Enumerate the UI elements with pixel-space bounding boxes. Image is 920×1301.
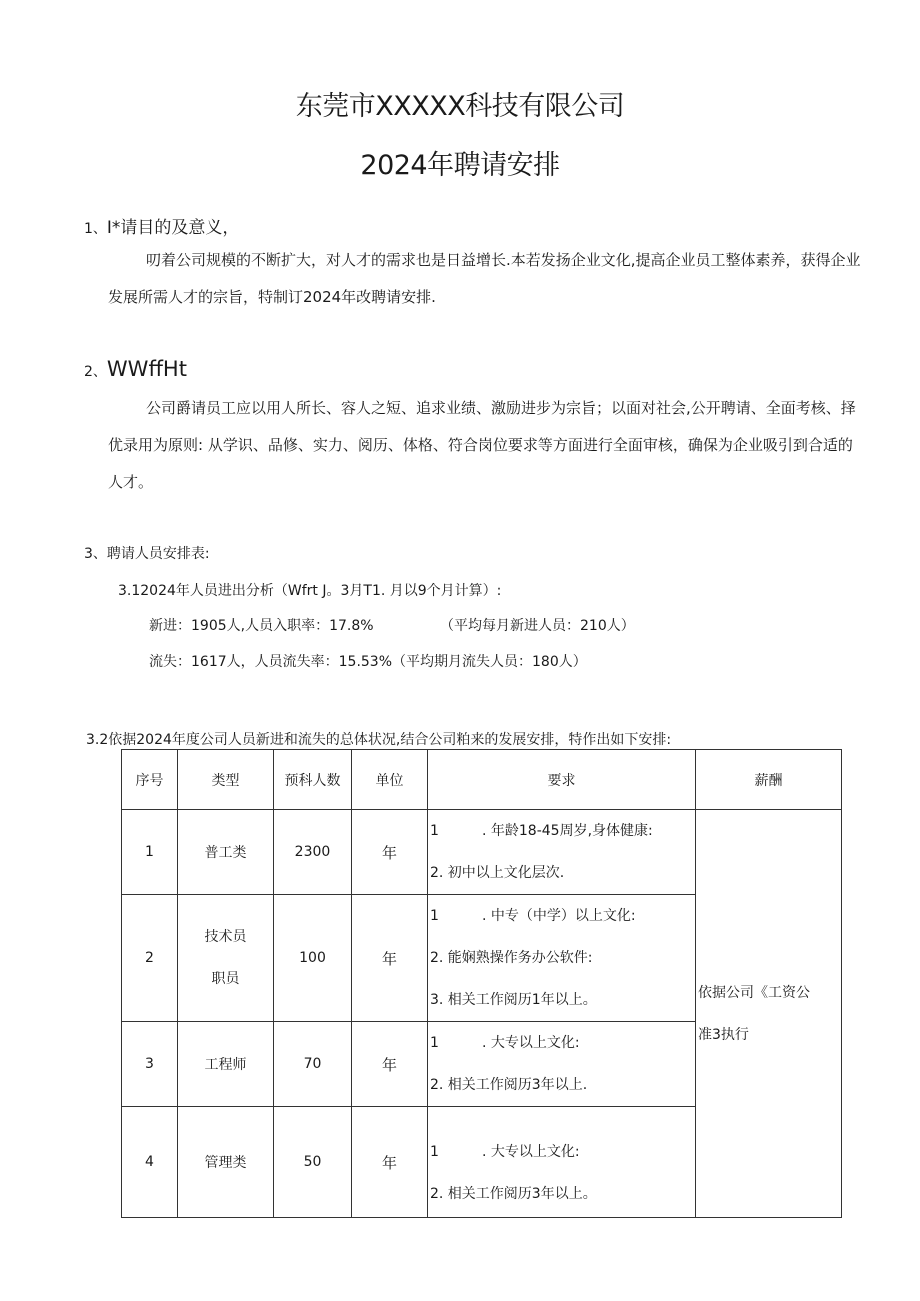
section2-heading [84, 357, 187, 381]
section1-paragraph-line2: 发展所需人才的宗旨，特制订2024年改聘请安排. [108, 288, 436, 306]
salary-cell [696, 810, 842, 1218]
row-unit: 年 [352, 1022, 428, 1107]
salary-line1: 依据公司《工资公 [698, 984, 810, 1001]
row-requirements [428, 1022, 696, 1107]
section2-paragraph-line3: 人才。 [108, 473, 154, 491]
attrition-line: 流失：1617人，人员流失率：15.53%（平均期月流失人员：180人） [149, 654, 587, 670]
section2-title: WWffHt [106, 357, 187, 381]
salary-line2: 准3执行 [698, 1026, 749, 1043]
row-no: 4 [122, 1107, 178, 1218]
header-type: 类型 [178, 750, 274, 810]
row-no: 3 [122, 1022, 178, 1107]
row-type: 工程师 [178, 1022, 274, 1107]
new-hires-average: （平均每月新进人员：210人） [440, 618, 635, 634]
section2-number: 2、 [84, 364, 107, 380]
section3-2-heading: 3.2依据2024年度公司人员新进和流失的总体状况,结合公司粕来的发展安排，特作出如下安排: [86, 732, 672, 748]
section2-paragraph-line1: 公司爵请员工应以用人所长、容人之短、追求业绩、激励进步为宗旨；以面对社会,公开聘请、全面考核、择 [146, 399, 856, 417]
requirement-line: 1 . 年龄18-45周岁,身体健康: [430, 823, 653, 839]
recruitment-plan-table [121, 749, 842, 1218]
requirement-line: 2. 能娴熟操作务办公软件: [430, 950, 593, 966]
section3-1-heading: 3.12024年人员进出分析（Wfrt J。3月T1. 月以9个月计算）: [118, 583, 502, 599]
requirement-line: 1 . 中专（中学）以上文化: [430, 908, 636, 924]
document-title: 2024年聘请安排 [360, 150, 560, 181]
requirement-line: 2. 相关工作阅历3年以上. [430, 1077, 588, 1093]
row-requirements [428, 810, 696, 895]
requirement-line: 2. 初中以上文化层次. [430, 865, 565, 881]
header-no: 序号 [122, 750, 178, 810]
header-requirements: 要求 [428, 750, 696, 810]
requirement-line: 3. 相关工作阅历1年以上。 [430, 992, 597, 1008]
row-count: 70 [274, 1022, 352, 1107]
row-type: 普工类 [178, 810, 274, 895]
requirement-line: 2. 相关工作阅历3年以上。 [430, 1186, 597, 1202]
row-requirements [428, 1107, 696, 1218]
row-type: 管理类 [178, 1107, 274, 1218]
row-unit: 年 [352, 810, 428, 895]
company-title: 东莞市XXXXX科技有限公司 [295, 91, 625, 122]
row-no: 1 [122, 810, 178, 895]
requirement-line: 1 . 大专以上文化: [430, 1035, 580, 1051]
table-header-row [122, 750, 842, 810]
header-salary: 薪酬 [696, 750, 842, 810]
row-type-line2: 职员 [211, 971, 240, 987]
section1-heading [84, 213, 239, 238]
requirement-line: 1 . 大专以上文化: [430, 1144, 580, 1160]
section2-paragraph-line2: 优录用为原则: 从学识、品修、实力、阅历、体格、符合岗位要求等方面进行全面审核，确保为企业吸引到合适的 [108, 436, 853, 454]
header-count: 预科人数 [274, 750, 352, 810]
row-count: 2300 [274, 810, 352, 895]
row-no: 2 [122, 895, 178, 1022]
row-type [178, 895, 274, 1022]
row-count: 50 [274, 1107, 352, 1218]
section1-title: I*请目的及意义， [106, 218, 240, 238]
row-type-line1: 技术员 [204, 929, 247, 945]
section3-heading: 3、聘请人员安排表: [84, 546, 210, 562]
new-hires-line: 新进：1905人,人员入职率：17.8% [149, 618, 374, 634]
table-row [122, 810, 842, 895]
row-unit: 年 [352, 1107, 428, 1218]
section1-paragraph-line1: 叨着公司规模的不断扩大，对人才的需求也是日益增长.本若发扬企业文化,提高企业员工整体素养，获得企业 [146, 251, 861, 269]
header-unit: 单位 [352, 750, 428, 810]
row-unit: 年 [352, 895, 428, 1022]
section1-number: 1、 [84, 221, 107, 237]
row-requirements [428, 895, 696, 1022]
row-count: 100 [274, 895, 352, 1022]
